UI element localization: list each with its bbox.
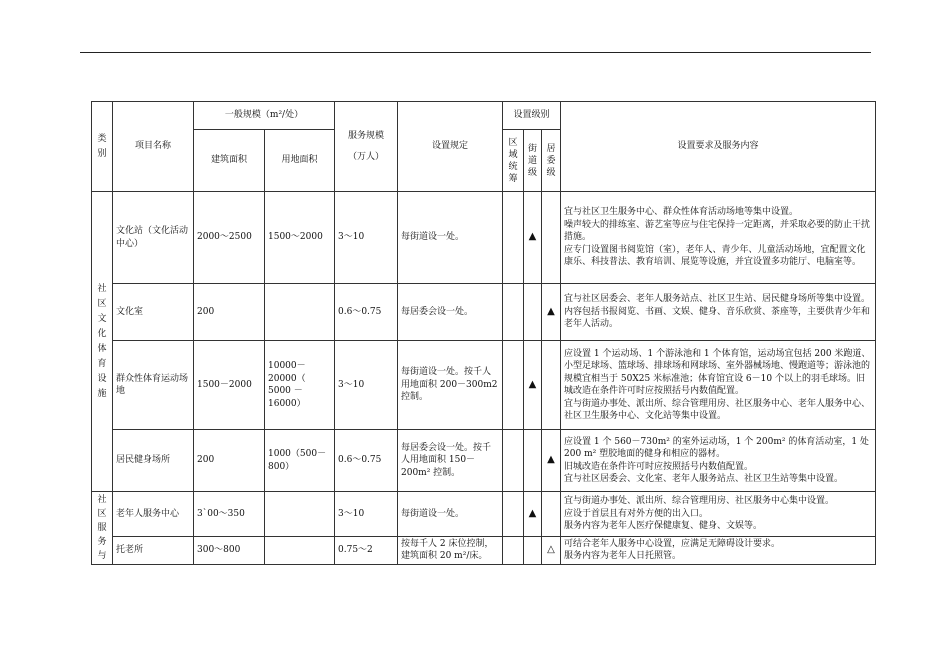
row-service-scale: 0.6～0.75 [335,430,398,492]
row-name: 群众性体育运动场地 [113,341,194,430]
requirement-line: 宜与社区卫生服务中心、群众性体育活动场地等集中设置。 [564,207,799,218]
row-land-area: 10000－20000（ 5000 － 16000） [265,341,335,430]
header-level-group: 设置级别 [503,102,561,130]
table-row [92,341,876,430]
facility-spec-table [91,101,876,565]
requirement-line: 噪声较大的排练室、游艺室等应与住宅保持一定距离，并采取必要的防止干扰措施。 [564,219,871,243]
row-setting-rule: 每居委会设一处。 [398,284,503,341]
group-label-culture-sports [92,192,113,492]
header-rule-end-mark: . [869,48,871,55]
header-building-area: 建筑面积 [194,130,265,192]
table-row [92,492,876,537]
header-service-unit: （万人） [347,151,384,162]
row-level-street [524,284,542,341]
row-land-area [265,536,335,564]
requirement-line: 应设置 1 个 560－730m² 的室外运动场，1 个 200m² 的体育活动室，1 处 200 m² 塑胶地面的健身和相应的器材。 [564,436,869,459]
row-level-residents [542,492,561,537]
row-service-scale: 0.6～0.75 [335,284,398,341]
row-level-residents [542,192,561,284]
row-level-street [524,430,542,492]
vertical-label: 居 委 级 [546,143,556,178]
table-row [92,284,876,341]
header-row-1 [92,102,876,130]
header-requirements: 设置要求及服务内容 [561,102,876,192]
row-level-residents: △ [542,536,561,564]
row-level-district [503,492,524,537]
requirement-line: 服务内容为老年人医疗保健康复、健身、文娱等。 [564,521,763,532]
row-land-area [265,284,335,341]
row-service-scale: 0.75～2 [335,536,398,564]
requirement-line: 可结合老年人服务中心设置，应满足无障碍设计要求。 [564,538,781,549]
row-level-district [503,536,524,564]
vertical-label: 社 区 文 化 体 育 设 施 [97,283,107,399]
header-level-district [503,130,524,192]
row-setting-rule: 每街道设一处。 [398,492,503,537]
requirement-line: 宜与社区居委会、文化室、老年人服务站点、社区卫生站等集中设置。 [564,474,844,484]
row-land-area: 1500～2000 [265,192,335,284]
row-name: 托老所 [113,536,194,564]
row-building-area: 1500－2000 [194,341,265,430]
group-label-community-services [92,492,113,565]
row-level-street: ▲ [524,492,542,537]
vertical-label: 区 域 统 筹 [508,137,518,184]
requirement-line: 宜与街道办事处、派出所、综合管理用房、社区服务中心集中设置。 [564,496,835,507]
row-requirements [561,536,876,564]
row-level-district [503,430,524,492]
row-level-street: ▲ [524,192,542,284]
row-level-residents: ▲ [542,284,561,341]
row-level-district [503,192,524,284]
row-service-scale: 3～10 [335,492,398,537]
requirement-line: 宜与社区居委会、老年人服务站点、社区卫生站、居民健身场所等集中设置。 [564,294,871,305]
row-level-residents: ▲ [542,430,561,492]
row-name: 居民健身场所 [113,430,194,492]
row-service-scale: 3～10 [335,341,398,430]
header-rule [80,52,871,53]
row-building-area: 200 [194,284,265,341]
row-setting-rule: 每街道设一处。按千人用地面积 200－300m2 控制。 [398,341,503,430]
requirement-line: 应专门设置图书阅览馆（室），老年人、青少年、儿童活动场地，宜配置文化康乐、科技普法、教育培训、展览等设施，并宜设置多功能厅、电脑室等。 [564,244,866,268]
header-service-scale-label: 服务规模 [347,131,384,141]
row-name: 文化站（文化活动中心） [113,192,194,284]
row-requirements [561,492,876,537]
row-setting-rule: 每街道设一处。 [398,192,503,284]
row-name: 文化室 [113,284,194,341]
vertical-label: 社 区 服 务 与 [97,495,107,561]
row-level-residents [542,341,561,430]
requirement-line: 应设置 1 个运动场、1 个游泳池和 1 个体育馆，运动场宜包括 200 米跑道、小型足球场、篮球场、排球场和网球场、室外器械场地、慢跑道等；游泳池的规模宜相当于 50X25 米标准池；体育馆宜设 6－10 个以上的羽毛球场。旧城改造在条件许可时应按照括号内数值配置。 [564,348,871,396]
row-requirements [561,430,876,492]
header-setting-rule: 设置规定 [398,102,503,192]
header-scale-group: 一般规模（m²/处） [194,102,335,130]
header-item-name: 项目名称 [113,102,194,192]
row-level-district [503,341,524,430]
header-land-area: 用地面积 [265,130,335,192]
requirement-line: 内容包括书报阅览、书画、文娱、健身、音乐欣赏、茶座等，主要供青少年和老年人活动。 [564,306,871,330]
vertical-label: 街 道 级 [527,143,537,178]
requirement-line: 旧城改造在条件许可时应按照括号内数值配置。 [564,461,754,472]
requirement-line: 服务内容为老年人日托照管。 [564,551,682,562]
table-row [92,192,876,284]
header-level-street [524,130,542,192]
row-building-area: 3`00～350 [194,492,265,537]
row-setting-rule: 按每千人 2 床位控制，建筑面积 20 m²/床。 [398,536,503,564]
row-land-area [265,492,335,537]
vertical-label: 类 别 [97,133,107,159]
header-category [92,102,113,192]
requirement-line: 宜与街道办事处、派出所、综合管理用房、社区服务中心、老年人服务中心、社区卫生服务中心、文化站等集中设置。 [564,398,871,421]
row-requirements [561,341,876,430]
row-requirements [561,192,876,284]
table-row [92,430,876,492]
row-land-area: 1000（500－800） [265,430,335,492]
row-building-area: 300～800 [194,536,265,564]
table-row [92,536,876,564]
header-service-scale [335,102,398,192]
header-level-residents [542,130,561,192]
row-building-area: 2000～2500 [194,192,265,284]
row-level-street [524,536,542,564]
row-name: 老年人服务中心 [113,492,194,537]
row-requirements [561,284,876,341]
row-setting-rule: 每居委会设一处。按千人用地面积 150－200m² 控制。 [398,430,503,492]
requirement-line: 应设于首层且有对外方便的出入口。 [564,508,709,519]
row-level-district [503,284,524,341]
row-service-scale: 3～10 [335,192,398,284]
row-building-area: 200 [194,430,265,492]
row-level-street: ▲ [524,341,542,430]
